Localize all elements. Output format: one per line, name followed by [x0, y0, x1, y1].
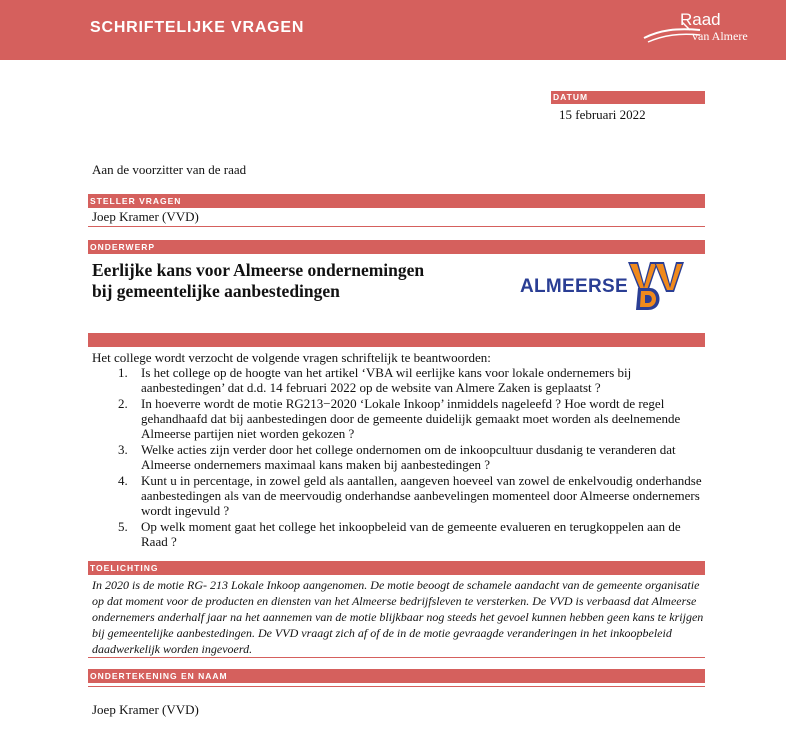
almeerse-vvd-logo — [520, 258, 690, 314]
subject-line-2: bij gemeentelijke aanbestedingen — [92, 281, 340, 301]
question-text: Welke acties zijn verder door het college ondernomen om de inkoopcultuur dusdanig te veranderen dat Almeerse ondernemers maximaal kans maken bij aanbestedingen ? — [141, 442, 676, 472]
question-item — [92, 396, 707, 441]
question-item — [92, 519, 707, 549]
question-number: 3. — [118, 442, 128, 457]
question-number: 5. — [118, 519, 128, 534]
question-text: In hoeverre wordt de motie RG213−2020 ‘Lokale Inkoop’ inmiddels nageleefd ? Hoe wordt de regel gehandhaafd dat bij aanbestedingen door de gemeente duidelijk gemaakt moet worden als deelnemende Almeerse partijen niet worden gekozen ? — [141, 396, 681, 441]
brand-word: ALMEERSE — [520, 276, 628, 297]
section-divider-bar — [88, 333, 705, 347]
steller-label: STELLER VRAGEN — [88, 194, 705, 208]
logo-raad-text: Raad — [680, 10, 721, 29]
questions-intro: Het college wordt verzocht de volgende vragen schriftelijk te beantwoorden: — [92, 350, 491, 365]
onderwerp-label: ONDERWERP — [88, 240, 705, 254]
question-number: 2. — [118, 396, 128, 411]
section-divider — [88, 226, 705, 227]
question-text: Is het college op de hoogte van het artikel ‘VBA wil eerlijke kans voor lokale ondernemers bij aanbestedingen’ dat d.d. 14 februari 2022 op de website van Almere Zaken is geplaatst ? — [141, 365, 632, 395]
vvd-logo-icon — [624, 258, 688, 314]
subject-line-1: Eerlijke kans voor Almeerse ondernemingen — [92, 260, 425, 280]
raad-van-almere-logo — [642, 8, 762, 48]
subject-title — [92, 260, 424, 302]
question-text: Op welk moment gaat het college het inkoopbeleid van de gemeente evalueren en terugkoppelen aan de Raad ? — [141, 519, 681, 549]
question-item — [92, 473, 707, 518]
logo-sub-text: van Almere — [692, 29, 748, 43]
question-item — [92, 442, 707, 472]
steller-value: Joep Kramer (VVD) — [92, 209, 199, 224]
signer-name: Joep Kramer (VVD) — [92, 702, 199, 717]
questions-list — [92, 365, 707, 550]
addressee: Aan de voorzitter van de raad — [92, 162, 247, 177]
section-divider — [88, 657, 705, 658]
question-item — [92, 365, 707, 395]
question-text: Kunt u in percentage, in zowel geld als aantallen, aangeven hoeveel van zowel de enkelvoudig onderhandse aanbestedingen als van de meervoudig onderhandse aanbevelingen momenteel door Almeerse ondernemers wordt ingevuld ? — [141, 473, 702, 518]
datum-label: DATUM — [551, 91, 705, 104]
toelichting-text: In 2020 is de motie RG- 213 Lokale Inkoop aangenomen. De motie beoogt de schamele aandacht van de gemeente organisatie op dat moment voor de producten en diensten van het Almeerse bedrijfsleven te versterken. De VVD is verbaasd dat Almeerse ondernemers anderhalf jaar na het aannemen van de motie blijkbaar nog steeds het gevoel kunnen hebben geen kans te krijgen bij gemeentelijke aanbestedingen. De VVD vraagt zich af of de in de motie gevraagde veranderingen in het inkoopbeleid daadwerkelijk worden ingevoerd. — [92, 578, 704, 656]
datum-value: 15 februari 2022 — [559, 107, 646, 122]
toelichting-label: TOELICHTING — [88, 561, 705, 575]
question-number: 4. — [118, 473, 128, 488]
section-divider — [88, 686, 705, 687]
document-type-title: SCHRIFTELIJKE VRAGEN — [90, 19, 305, 36]
question-number: 1. — [118, 365, 128, 380]
ondertekening-label: ONDERTEKENING EN NAAM — [88, 669, 705, 683]
header-bar — [0, 0, 786, 60]
